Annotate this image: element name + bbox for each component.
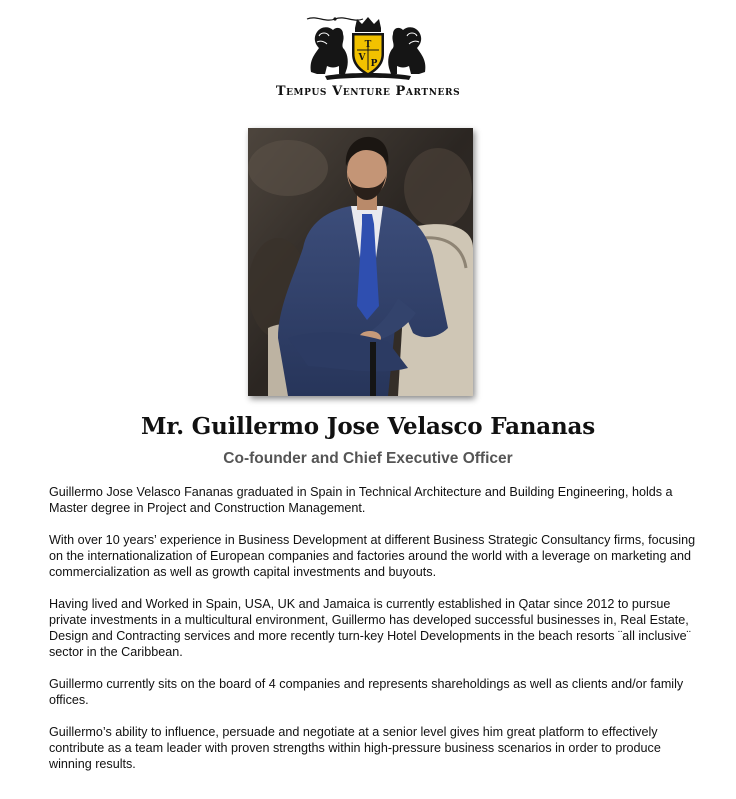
bio-paragraph: Guillermo’s ability to influence, persuade and negotiate at a senior level gives him great platform to effectively contribute as a team leader with proven strengths within high-pressure business scenarios in order to produce winning results. bbox=[49, 725, 661, 771]
svg-text:T: T bbox=[364, 40, 372, 50]
bio-paragraph: Guillermo Jose Velasco Fananas graduated in Spain in Technical Architecture and Building Engineering, holds a Master degree in Project and Construction Management. bbox=[49, 485, 673, 515]
bio-paragraph: Having lived and Worked in Spain, USA, UK and Jamaica is currently established in Qatar since 2012 to pursue private investments in a multicultural environment, Guillermo has developed successful businesses in, Real Estate, Design and Contracting services and more recently turn-key Hotel Developments in the beach resorts ¨all inclusive¨ sector in the Caribbean. bbox=[49, 597, 691, 659]
bio-paragraph: Guillermo currently sits on the board of 4 companies and represents shareholdings as well as clients and/or family offices. bbox=[49, 677, 684, 707]
company-wordmark: Tempus Venture Partners bbox=[275, 84, 461, 99]
biography bbox=[49, 484, 699, 788]
profile-name: Mr. Guillermo Jose Velasco Fananas bbox=[141, 413, 595, 440]
flourish-icon bbox=[305, 14, 365, 24]
portrait-image bbox=[248, 128, 473, 396]
company-logo[interactable] bbox=[262, 14, 474, 114]
bio-paragraph: With over 10 years’ experience in Business Development at different Business Strategic Consultancy firms, focusing on the internationalization of European companies and factories around the world with a leverage on marketing and commercialization as well as growth capital investments and buyouts. bbox=[49, 533, 696, 579]
svg-text:V: V bbox=[358, 53, 366, 63]
lion-crest-icon bbox=[305, 14, 431, 86]
profile-photo bbox=[248, 128, 473, 396]
profile-title: Co-founder and Chief Executive Officer bbox=[223, 450, 513, 467]
svg-text:P: P bbox=[370, 59, 378, 69]
